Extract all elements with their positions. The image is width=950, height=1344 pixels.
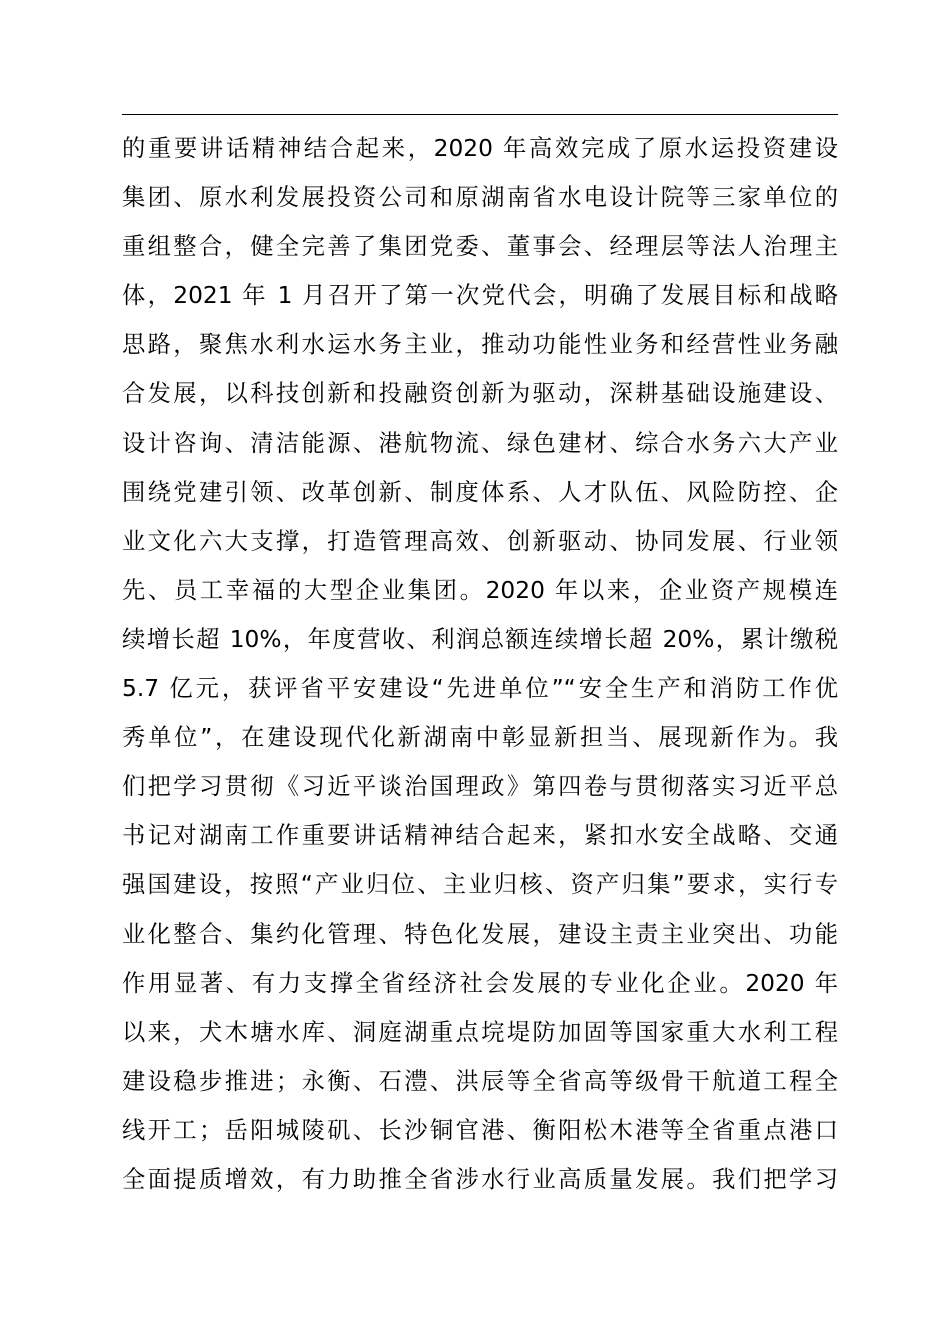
text-line: 5.7 亿元，获评省平安建设“先进单位”“安全生产和消防工作优: [122, 675, 838, 703]
header-rule: [122, 114, 838, 115]
text-line: 设计咨询、清洁能源、港航物流、绿色建材、综合水务六大产业: [122, 429, 838, 457]
text-line: 的重要讲话精神结合起来，2020 年高效完成了原水运投资建设: [122, 135, 838, 162]
text-line: 业文化六大支撑，打造管理高效、创新驱动、协同发展、行业领: [122, 527, 838, 555]
text-line: 秀单位”，在建设现代化新湖南中彰显新担当、展现新作为。我: [122, 724, 838, 752]
text-line: 围绕党建引领、改革创新、制度体系、人才队伍、风险防控、企: [122, 478, 838, 506]
text-line: 体，2021 年 1 月召开了第一次党代会，明确了发展目标和战略: [122, 282, 838, 310]
text-line: 强国建设，按照“产业归位、主业归核、资产归集”要求，实行专: [122, 871, 838, 899]
text-line: 作用显著、有力支撑全省经济社会发展的专业化企业。2020 年: [122, 969, 838, 997]
text-line: 以来，犬木塘水库、洞庭湖重点垸堤防加固等国家重大水利工程: [122, 1018, 838, 1046]
text-line: 建设稳步推进；永衡、石澧、洪辰等全省高等级骨干航道工程全: [122, 1067, 838, 1095]
text-line: 集团、原水利发展投资公司和原湖南省水电设计院等三家单位的: [122, 184, 838, 212]
text-line: 们把学习贯彻《习近平谈治国理政》第四卷与贯彻落实习近平总: [122, 773, 838, 801]
text-line: 续增长超 10%，年度营收、利润总额连续增长超 20%，累计缴税: [122, 625, 838, 653]
text-line: 重组整合，健全完善了集团党委、董事会、经理层等法人治理主: [122, 233, 838, 261]
text-line: 线开工；岳阳城陵矶、长沙铜官港、衡阳松木港等全省重点港口: [122, 1116, 838, 1144]
text-line: 业化整合、集约化管理、特色化发展，建设主责主业突出、功能: [122, 920, 838, 948]
text-line: 全面提质增效，有力助推全省涉水行业高质量发展。我们把学习: [122, 1165, 838, 1193]
text-line: 先、员工幸福的大型企业集团。2020 年以来，企业资产规模连: [122, 576, 838, 604]
body-text: [122, 124, 838, 1204]
text-line: 合发展，以科技创新和投融资创新为驱动，深耕基础设施建设、: [122, 380, 838, 408]
text-line: 书记对湖南工作重要讲话精神结合起来，紧扣水安全战略、交通: [122, 822, 838, 850]
text-line: 思路，聚焦水利水运水务主业，推动功能性业务和经营性业务融: [122, 331, 838, 359]
